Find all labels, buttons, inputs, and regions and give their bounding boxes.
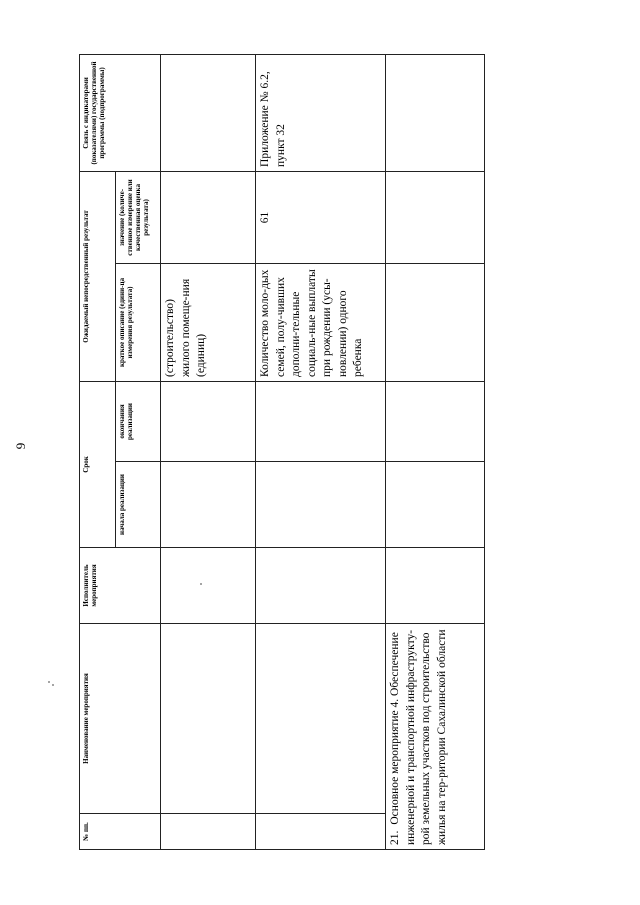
cell-executor bbox=[386, 548, 485, 624]
scan-speck bbox=[48, 681, 50, 683]
cell-num-and-event bbox=[386, 624, 485, 850]
cell-event-name bbox=[256, 624, 386, 814]
cell-executor bbox=[161, 548, 256, 624]
cell-term-end bbox=[256, 381, 386, 461]
table-row bbox=[161, 54, 256, 849]
col-header-result-desc: краткое описание (едини-ца измерения результата) bbox=[116, 263, 161, 381]
col-header-event-name: Наименование мероприятия bbox=[80, 624, 161, 814]
cell-term-start bbox=[256, 462, 386, 548]
cell-result-value: 61 bbox=[256, 171, 386, 263]
cell-num bbox=[161, 814, 256, 850]
col-header-executor: Исполнитель мероприятия bbox=[80, 548, 161, 624]
scan-speck bbox=[52, 684, 54, 686]
cell-term-end bbox=[161, 381, 256, 461]
cell-link bbox=[161, 54, 256, 171]
table-header-row bbox=[80, 54, 116, 849]
col-header-num: № пп. bbox=[80, 814, 161, 850]
cell-result-desc: (строительство) жилого помеще-ния (единиц) bbox=[161, 263, 256, 381]
col-header-result-value: значение (количе-ственное измерение или качественная оценка результата) bbox=[116, 171, 161, 263]
cell-result-desc: Количество моло-дых семей, полу-чивших дополни-тельные социаль-ные выплаты при рождении (усы-новлении) одного ребенка bbox=[256, 263, 386, 381]
col-header-term-start: начала реализации bbox=[116, 462, 161, 548]
cell-result-value bbox=[161, 171, 256, 263]
landscape-table-page bbox=[79, 55, 484, 850]
scan-speck bbox=[200, 583, 202, 585]
cell-term-start bbox=[161, 462, 256, 548]
cell-num: 21. bbox=[389, 830, 401, 845]
cell-link: Приложение № 6.2, пункт 32 bbox=[256, 54, 386, 171]
events-table bbox=[79, 54, 485, 850]
page-number: 9 bbox=[13, 442, 28, 450]
table-row bbox=[386, 54, 485, 849]
cell-link bbox=[386, 54, 485, 171]
cell-term-end bbox=[386, 381, 485, 461]
cell-event-name: Основное мероприятие 4. Обеспечение инженерной и транспортной инфраструкту-рой земельных участков под строительство жилья на тер-ритории Сахалинской области bbox=[389, 629, 448, 845]
table-row bbox=[256, 54, 386, 849]
col-header-link: Связь с индикаторами (показателями) государственной программы (подпрограммы) bbox=[80, 54, 161, 171]
cell-result-desc bbox=[386, 263, 485, 381]
col-header-term: Срок bbox=[80, 381, 116, 547]
cell-num bbox=[256, 814, 386, 850]
cell-event-name bbox=[161, 624, 256, 814]
cell-term-start bbox=[386, 462, 485, 548]
col-header-expected-result: Ожидаемый непосредственный результат bbox=[80, 171, 116, 381]
cell-result-value bbox=[386, 171, 485, 263]
col-header-term-end: окончания реализации bbox=[116, 381, 161, 461]
cell-executor bbox=[256, 548, 386, 624]
